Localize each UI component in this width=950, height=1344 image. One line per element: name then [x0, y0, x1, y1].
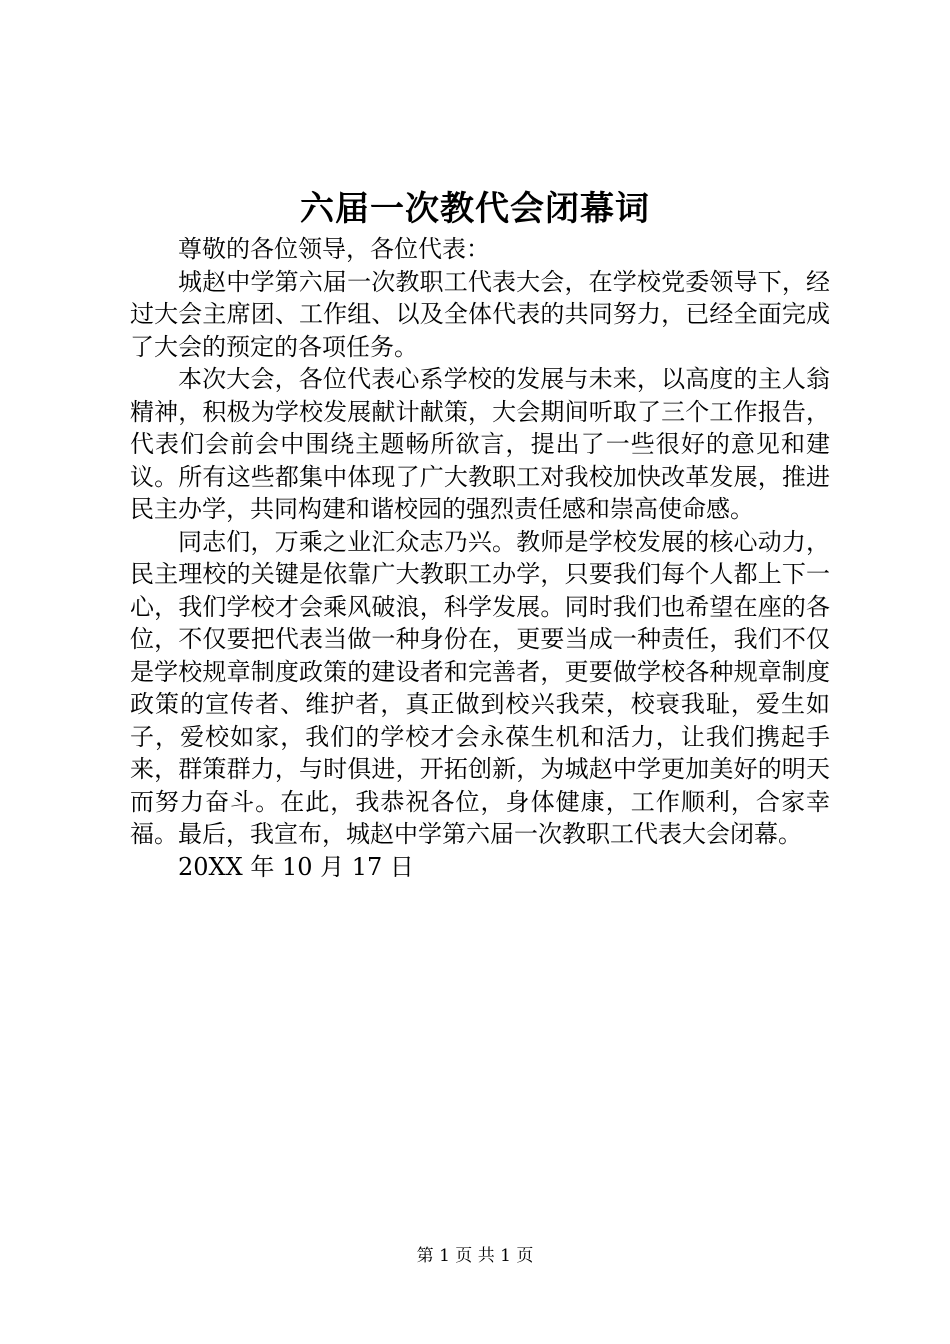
- paragraph-1: 城赵中学第六届一次教职工代表大会，在学校党委领导下，经过大会主席团、工作组、以及全体代表的共同努力，已经全面完成了大会的预定的各项任务。: [130, 267, 830, 361]
- document-date: 20XX 年 10 月 17 日: [178, 852, 414, 881]
- paragraph-3: 同志们，万乘之业汇众志乃兴。教师是学校发展的核心动力，民主理校的关键是依靠广大教职工办学，只要我们每个人都上下一心，我们学校才会乘风破浪，科学发展。同时我们也希望在座的各位，不仅要把代表当做一种身份在，更要当成一种责任，我们不仅是学校规章制度政策的建设者和完善者，更要做学校各种规章制度政策的宣传者、维护者，真正做到校兴我荣，校衰我耻，爱生如子，爱校如家，我们的学校才会永葆生机和活力，让我们携起手来，群策群力，与时俱进，开拓创新，为城赵中学更加美好的明天而努力奋斗。在此，我恭祝各位，身体健康，工作顺利，合家幸福。最后，我宣布，城赵中学第六届一次教职工代表大会闭幕。: [130, 527, 830, 848]
- page-number-footer: 第 1 页 共 1 页: [416, 1246, 534, 1266]
- paragraph-2: 本次大会，各位代表心系学校的发展与未来，以高度的主人翁精神，积极为学校发展献计献策，大会期间听取了三个工作报告，代表们会前会中围绕主题畅所欲言，提出了一些很好的意见和建议。所有这些都集中体现了广大教职工对我校加快改革发展，推进民主办学，共同构建和谐校园的强烈责任感和崇高使命感。: [130, 365, 830, 523]
- salutation: 尊敬的各位领导，各位代表：: [178, 235, 490, 263]
- document-title: 六届一次教代会闭幕词: [300, 189, 650, 229]
- document-body: [130, 233, 830, 883]
